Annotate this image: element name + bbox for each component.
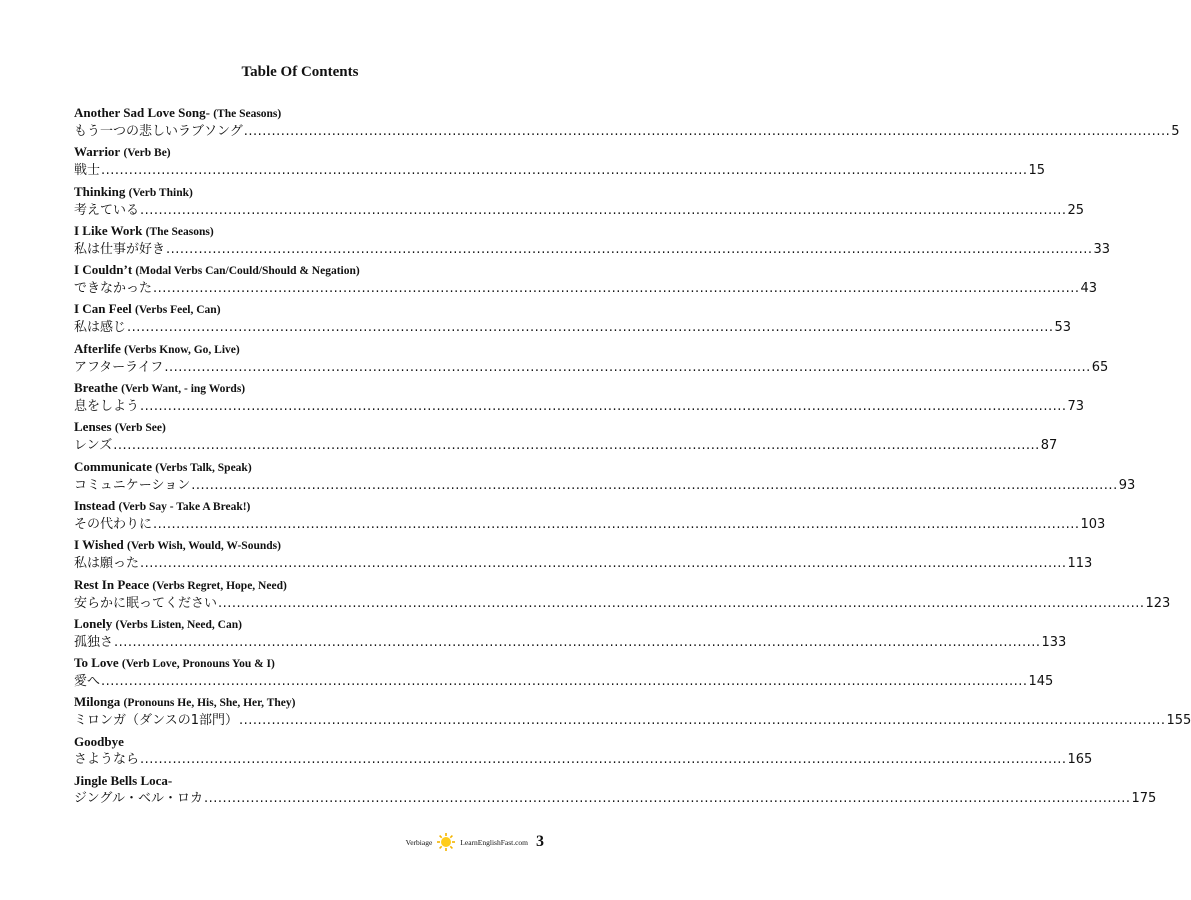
toc-entry[interactable] (74, 654, 1054, 693)
toc-entry-detail: (Verbs Feel, Can) (135, 304, 221, 317)
toc-entry[interactable] (74, 576, 1171, 615)
toc-entry-title: I Like Work (74, 222, 143, 238)
toc-entry-line (74, 751, 1093, 769)
toc-entry-heading (74, 418, 521, 437)
toc-entry-title: I Wished (74, 537, 124, 553)
toc-entry-page: 87 (1040, 438, 1058, 454)
toc-entry-heading (74, 143, 521, 162)
toc-entry-line (74, 241, 1111, 259)
footer-brand: Verbiage (405, 837, 433, 847)
toc-entry-title: Milonga (74, 694, 121, 710)
toc-entry-page: 133 (1041, 634, 1067, 650)
toc-entry-line (74, 359, 1109, 377)
toc-entry-heading (74, 654, 521, 673)
toc-entry-heading (74, 104, 521, 123)
toc-entry-title: Thinking (74, 183, 126, 199)
toc-entry-subtitle: 考えている (74, 202, 140, 218)
toc-entry-heading (74, 615, 521, 634)
toc-entry-heading (74, 576, 521, 595)
toc-entry-title: Lonely (74, 615, 113, 631)
toc-entry-subtitle: 息をしよう (74, 399, 140, 415)
toc-entry-line (74, 398, 1085, 416)
toc-entry-subtitle: その代わりに (74, 516, 153, 532)
toc-entry-heading (74, 497, 521, 516)
toc-entry-page: 93 (1118, 477, 1136, 493)
toc-entry-heading (74, 693, 521, 712)
toc-entry-subtitle: 安らかに眠ってください (74, 595, 218, 611)
dot-leader: ........................................................................................................................................................................................................ (204, 791, 1131, 807)
toc-entry-heading (74, 340, 521, 359)
toc-entry-title: Instead (74, 497, 116, 513)
toc-entry-heading (74, 183, 521, 202)
toc-entry-title: I Can Feel (74, 301, 132, 317)
dot-leader: ........................................................................................................................................................................................................ (140, 556, 1067, 572)
toc-entry-page: 5 (1171, 124, 1180, 139)
toc-entry[interactable] (74, 497, 1106, 536)
dot-leader: ........................................................................................................................................................................................................ (218, 595, 1145, 611)
toc-entry[interactable] (74, 261, 1098, 300)
toc-entry-detail: (The Seasons) (213, 108, 282, 120)
toc-entry-line (74, 319, 1072, 337)
toc-entry-page: 65 (1091, 359, 1109, 375)
dot-leader: ........................................................................................................................................................................................................ (113, 438, 1040, 454)
toc-entry-title: Lenses (74, 419, 112, 435)
toc-entry-subtitle: 私は感じ (74, 320, 127, 336)
toc-entry-heading (74, 300, 521, 319)
toc-entry-subtitle: 愛へ (74, 674, 101, 690)
toc-entry-detail: (Verbs Know, Go, Live) (124, 343, 240, 356)
toc-entry-detail: (The Seasons) (145, 225, 214, 238)
toc-entry-line (74, 516, 1106, 534)
toc-entry-heading (74, 379, 521, 398)
sun-icon (436, 832, 456, 852)
toc-entry-title: Warrior (74, 144, 121, 160)
toc-entry-detail: (Verb Say - Take A Break!) (118, 500, 251, 513)
footer (384, 830, 544, 854)
dot-leader: ........................................................................................................................................................................................................ (101, 163, 1028, 179)
toc-entry-subtitle: レンズ (74, 438, 113, 454)
dot-leader: ........................................................................................................................................................................................................ (153, 516, 1080, 532)
toc-entry-page: 165 (1067, 751, 1093, 767)
toc-entry-page: 43 (1080, 281, 1098, 297)
toc-entry[interactable] (74, 418, 1058, 457)
page-number: 3 (536, 833, 544, 850)
toc-entry-page: 73 (1067, 399, 1085, 415)
toc-entry-subtitle: コミュニケーション (74, 477, 191, 493)
toc-entry-page: 175 (1131, 791, 1157, 807)
footer-website: LearnEnglishFast.com (460, 837, 528, 847)
dot-leader: ........................................................................................................................................................................................................ (114, 634, 1041, 650)
toc-entry-heading (74, 222, 521, 241)
toc-entry[interactable] (74, 733, 1093, 772)
toc-entry-detail: (Verbs Talk, Speak) (155, 461, 252, 474)
toc-entry-heading (74, 733, 521, 751)
toc-entry[interactable] (74, 693, 1191, 732)
toc-entry-heading (74, 458, 521, 477)
toc-entry-page: 33 (1093, 241, 1111, 257)
toc-entry-subtitle: もう一つの悲しいラブソング (74, 124, 243, 139)
toc-entry-subtitle: 私は願った (74, 556, 140, 572)
toc-entry-page: 53 (1054, 320, 1072, 336)
toc-entry-title: Goodbye (74, 733, 124, 749)
dot-leader: ........................................................................................................................................................................................................ (153, 281, 1080, 297)
toc-entry-subtitle: 私は仕事が好き (74, 241, 166, 257)
toc-entry-page: 15 (1028, 163, 1046, 179)
toc-entry-detail: (Verbs Listen, Need, Can) (115, 618, 242, 631)
dot-leader: ........................................................................................................................................................................................................ (127, 320, 1054, 336)
toc-entry-subtitle: 孤独さ (74, 634, 114, 650)
dot-leader: ........................................................................................................................................................................................................ (140, 751, 1067, 767)
toc-entry-page: 155 (1166, 713, 1191, 729)
toc-entry-title: Breathe (74, 380, 118, 396)
dot-leader: ........................................................................................................................................................................................................ (140, 399, 1067, 415)
toc-entry-subtitle: ジングル・ベル・ロカ (74, 791, 204, 807)
toc-entry-title: Jingle Bells Loca- (74, 773, 173, 789)
toc-entry-subtitle: ミロンガ（ダンスの1部門） (74, 713, 239, 729)
toc-entry-subtitle: さようなら (74, 751, 140, 767)
toc-entry-line (74, 162, 1046, 180)
toc-entry-detail: (Verb Love, Pronouns You & I) (121, 658, 275, 671)
dot-leader: ........................................................................................................................................................................................................ (166, 241, 1093, 257)
toc-entry[interactable] (74, 183, 1085, 222)
toc-entry-detail: (Verb Wish, Would, W-Sounds) (127, 540, 281, 553)
toc-entry-line (74, 634, 1067, 652)
toc-entry-title: Communicate (74, 458, 152, 474)
toc-entry[interactable] (74, 615, 1067, 654)
toc-entry-detail: (Verb Want, - ing Words) (121, 383, 246, 396)
toc-entry-heading (74, 772, 521, 790)
toc-entry[interactable] (74, 772, 1157, 811)
toc-entry[interactable] (74, 379, 1085, 418)
toc-entry-title: Afterlife (74, 340, 121, 356)
toc-entry-detail: (Verb Be) (123, 147, 171, 160)
toc-entry-line (74, 595, 1171, 613)
toc-entry-detail: (Verbs Regret, Hope, Need) (152, 579, 287, 592)
toc-entry-line (74, 555, 1093, 573)
toc-entry-title: I Couldn’t (74, 262, 133, 278)
toc-entry-detail: (Pronouns He, His, She, Her, They) (123, 697, 296, 710)
toc-entry[interactable] (74, 458, 1136, 497)
toc-entry-line (74, 123, 1180, 141)
dot-leader: ........................................................................................................................................................................................................ (243, 124, 1171, 139)
toc-entry[interactable] (74, 143, 1046, 182)
toc-entry-line (74, 202, 1085, 220)
toc-entry[interactable] (74, 300, 1072, 339)
toc-entry[interactable] (74, 104, 1180, 143)
toc-entry-page: 25 (1067, 202, 1085, 218)
toc-entry-line (74, 712, 1191, 730)
toc-entry-subtitle: できなかった (74, 281, 153, 297)
dot-leader: ........................................................................................................................................................................................................ (191, 477, 1118, 493)
toc-entry-title: Another Sad Love Song- (74, 105, 210, 120)
toc-entry-detail: (Modal Verbs Can/Could/Should & Negation) (135, 265, 360, 278)
dot-leader: ........................................................................................................................................................................................................ (239, 713, 1166, 729)
toc-entry-line (74, 280, 1098, 298)
toc-entry-line (74, 477, 1136, 495)
page-title: Table Of Contents (241, 64, 359, 80)
dot-leader: ........................................................................................................................................................................................................ (164, 359, 1091, 375)
toc-entry-page: 113 (1067, 556, 1093, 572)
toc-entry-page: 103 (1080, 516, 1106, 532)
dot-leader: ........................................................................................................................................................................................................ (101, 674, 1028, 690)
table-of-contents (74, 104, 1191, 811)
toc-entry-line (74, 790, 1157, 808)
toc-entry[interactable] (74, 340, 1109, 379)
toc-entry[interactable] (74, 222, 1111, 261)
dot-leader: ........................................................................................................................................................................................................ (140, 202, 1067, 218)
toc-entry-subtitle: アフターライフ (74, 359, 164, 375)
toc-entry-heading (74, 536, 521, 555)
toc-entry-title: To Love (74, 655, 119, 671)
toc-entry-page: 123 (1145, 595, 1171, 611)
toc-entry[interactable] (74, 536, 1093, 575)
toc-entry-detail: (Verb See) (114, 422, 166, 435)
toc-entry-line (74, 437, 1058, 455)
toc-entry-detail: (Verb Think) (128, 186, 193, 199)
toc-entry-page: 145 (1028, 674, 1054, 690)
toc-entry-subtitle: 戦士 (74, 163, 101, 179)
toc-entry-line (74, 673, 1054, 691)
toc-entry-title: Rest In Peace (74, 576, 150, 592)
toc-entry-heading (74, 261, 521, 280)
